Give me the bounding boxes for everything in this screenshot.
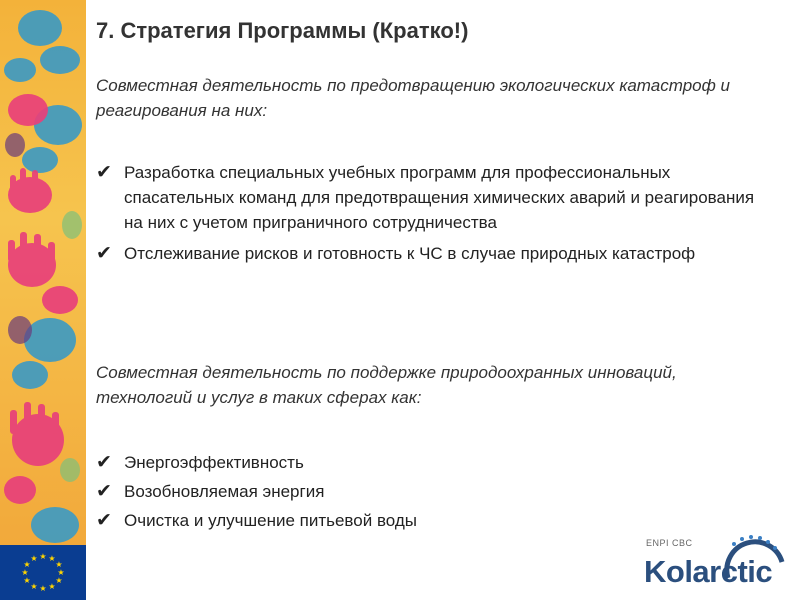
slide-title: 7. Стратегия Программы (Кратко!) — [96, 18, 469, 43]
checkmark-icon: ✔ — [96, 510, 112, 531]
checkmark-icon: ✔ — [96, 452, 112, 473]
list-item-text: Отслеживание рисков и готовность к ЧС в случае природных катастроф — [124, 244, 696, 263]
list-item — [96, 241, 776, 266]
logo-program-text: ENPI CBC — [646, 538, 693, 548]
decorative-hands-strip — [0, 0, 86, 545]
svg-text:★: ★ — [39, 584, 47, 593]
section2-list — [96, 450, 776, 537]
svg-text:★: ★ — [23, 560, 31, 569]
kolarctic-logo — [640, 532, 790, 594]
section2-intro: Совместная деятельность по поддержке природоохранных инноваций, технологий и услуг в таких сферах как: — [96, 363, 677, 407]
list-item-text: Разработка специальных учебных программ для профессиональных спасательных команд для предотвращения химических аварий и реагирования на них с учетом приграничного сотрудничества — [124, 163, 755, 232]
list-item — [96, 508, 776, 533]
list-item — [96, 160, 776, 235]
hands-illustration — [0, 0, 86, 545]
checkmark-icon: ✔ — [96, 481, 112, 502]
list-item-text: Очистка и улучшение питьевой воды — [124, 511, 418, 530]
svg-text:★: ★ — [23, 576, 31, 585]
logo-brand-text: Kolarctic — [644, 554, 773, 589]
svg-text:★: ★ — [48, 554, 56, 563]
section1-list — [96, 160, 776, 272]
checkmark-icon: ✔ — [96, 162, 112, 183]
svg-text:★: ★ — [48, 582, 56, 591]
eu-flag-icon — [0, 545, 86, 600]
svg-text:★: ★ — [30, 582, 38, 591]
svg-text:★: ★ — [55, 560, 63, 569]
list-item — [96, 479, 776, 504]
svg-text:★: ★ — [55, 576, 63, 585]
svg-text:★: ★ — [21, 568, 29, 577]
list-item — [96, 450, 776, 475]
svg-text:★: ★ — [57, 568, 65, 577]
svg-text:★: ★ — [30, 554, 38, 563]
section1-intro: Совместная деятельность по предотвращению экологических катастроф и реагирования на них: — [96, 76, 730, 120]
list-item-text: Возобновляемая энергия — [124, 482, 325, 501]
svg-text:★: ★ — [39, 552, 47, 561]
checkmark-icon: ✔ — [96, 243, 112, 264]
list-item-text: Энергоэффективность — [124, 453, 304, 472]
